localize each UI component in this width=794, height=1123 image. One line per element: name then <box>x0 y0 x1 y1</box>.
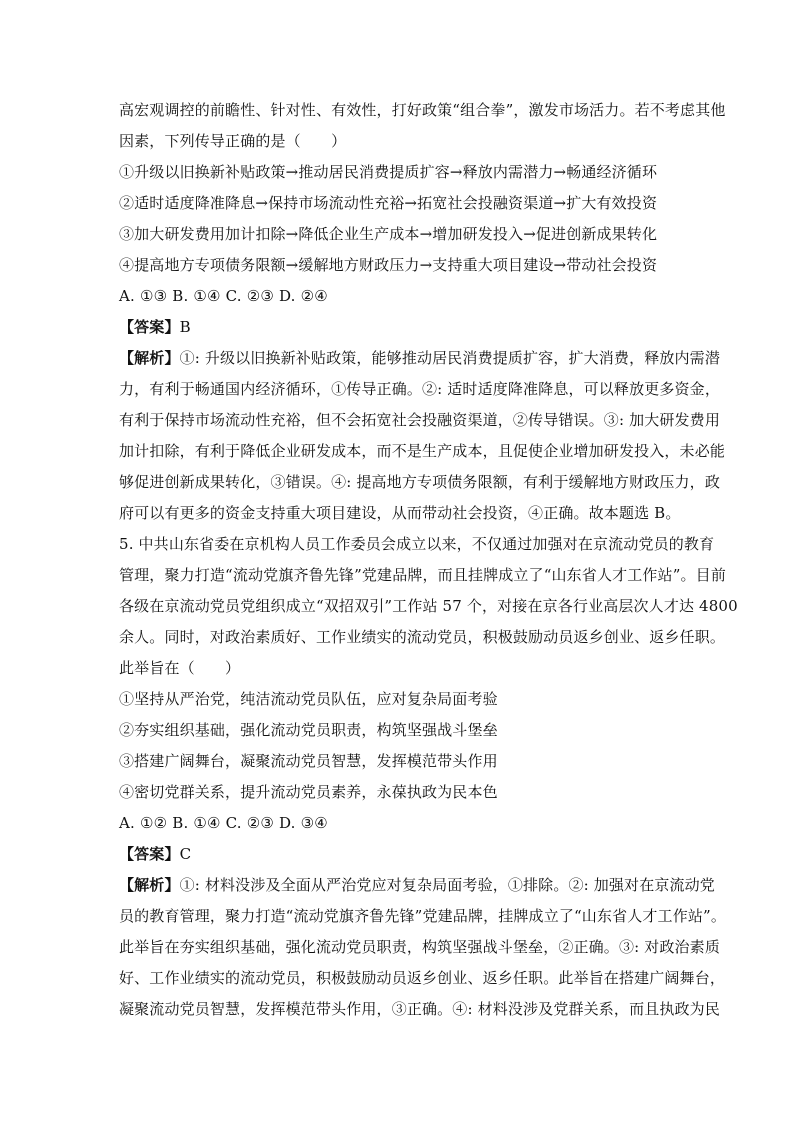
question-stem-line: 5. 中共山东省委在京机构人员工作委员会成立以来，不仅通过加强对在京流动党员的教育 <box>119 535 715 553</box>
option-line: ④密切党群关系，提升流动党员素养，永葆执政为民本色 <box>119 783 498 801</box>
analysis-line: 此举旨在夯实组织基础，强化流动党员职责，构筑坚强战斗堡垒，②正确。③: 对政治素质 <box>119 938 720 956</box>
analysis-text: ①: 材料没涉及全面从严治党应对复杂局面考验，①排除。②: 加强对在京流动党 <box>179 876 715 894</box>
answer-label: 【答案】 <box>119 845 180 863</box>
answer-label: 【答案】 <box>119 318 180 336</box>
analysis-line <box>119 870 715 901</box>
analysis-line: 府可以有更多的资金支持重大项目建设，从而带动社会投资，④正确。故本题选 B。 <box>119 504 681 522</box>
analysis-line: 好、工作业绩实的流动党员，积极鼓励动员返乡创业、返乡任职。此举旨在搭建广阔舞台， <box>119 969 726 987</box>
option-line: ①坚持从严治党，纯洁流动党员队伍，应对复杂局面考验 <box>119 690 498 708</box>
option-line: ④提高地方专项债务限额→缓解地方财政压力→支持重大项目建设→带动社会投资 <box>119 256 658 274</box>
analysis-line: 够促进创新成果转化，③错误。④: 提高地方专项债务限额，有利于缓解地方财政压力，政 <box>119 473 720 491</box>
analysis-line: 有利于保持市场流动性充裕，但不会拓宽社会投融资渠道，②传导错误。③: 加大研发费用 <box>119 411 720 429</box>
question-5 <box>119 529 738 1025</box>
option-line: ③加大研发费用加计扣除→降低企业生产成本→增加研发投入→促进创新成果转化 <box>119 225 658 243</box>
option-line: ①升级以旧换新补贴政策→推动居民消费提质扩容→释放内需潜力→畅通经济循环 <box>119 163 658 181</box>
question-stem-line: 此举旨在（ ） <box>119 659 241 677</box>
analysis-line: 员的教育管理，聚力打造“流动党旗齐鲁先锋”党建品牌，挂牌成立了“山东省人才工作站”。 <box>119 907 726 925</box>
answer-value: B <box>179 318 191 336</box>
question-stem-line: 管理，聚力打造“流动党旗齐鲁先锋”党建品牌，而且挂牌成立了“山东省人才工作站”。目前 <box>119 566 726 584</box>
analysis-line: 加计扣除，有利于降低企业研发成本，而不是生产成本，且促使企业增加研发投入，未必能 <box>119 442 726 460</box>
answer-choices: A. ①③ B. ①④ C. ②③ D. ②④ <box>119 287 328 305</box>
answer-choices: A. ①② B. ①④ C. ②③ D. ③④ <box>119 814 328 832</box>
option-line: ②夯实组织基础，强化流动党员职责，构筑坚强战斗堡垒 <box>119 721 498 739</box>
analysis-label: 【解析】 <box>119 876 180 894</box>
analysis-text: ①: 升级以旧换新补贴政策，能够推动居民消费提质扩容，扩大消费，释放内需潜 <box>179 349 720 367</box>
document-page <box>119 95 738 1025</box>
option-line: ②适时适度降准降息→保持市场流动性充裕→拓宽社会投融资渠道→扩大有效投资 <box>119 194 658 212</box>
answer-line <box>119 312 681 343</box>
analysis-line: 凝聚流动党员智慧，发挥模范带头作用，③正确。④: 材料没涉及党群关系，而且执政为民 <box>119 1000 720 1018</box>
question-stem-line: 各级在京流动党员党组织成立“双招双引”工作站 57 个，对接在京各行业高层次人才达 4800 <box>119 597 738 615</box>
analysis-label: 【解析】 <box>119 349 180 367</box>
option-line: ③搭建广阔舞台，凝聚流动党员智慧，发挥模范带头作用 <box>119 752 498 770</box>
analysis-line <box>119 343 720 374</box>
answer-line <box>119 839 681 870</box>
answer-value: C <box>179 845 192 863</box>
question-stem-line: 高宏观调控的前瞻性、针对性、有效性，打好政策“组合拳”，激发市场活力。若不考虑其他 <box>119 101 726 119</box>
question-stem-line: 因素，下列传导正确的是（ ） <box>119 132 347 150</box>
analysis-line: 力，有利于畅通国内经济循环，①传导正确。②: 适时适度降准降息，可以释放更多资金， <box>119 380 720 398</box>
question-stem-line: 余人。同时，对政治素质好、工作业绩实的流动党员，积极鼓励动员返乡创业、返乡任职。 <box>119 628 726 646</box>
question-4 <box>119 95 726 529</box>
